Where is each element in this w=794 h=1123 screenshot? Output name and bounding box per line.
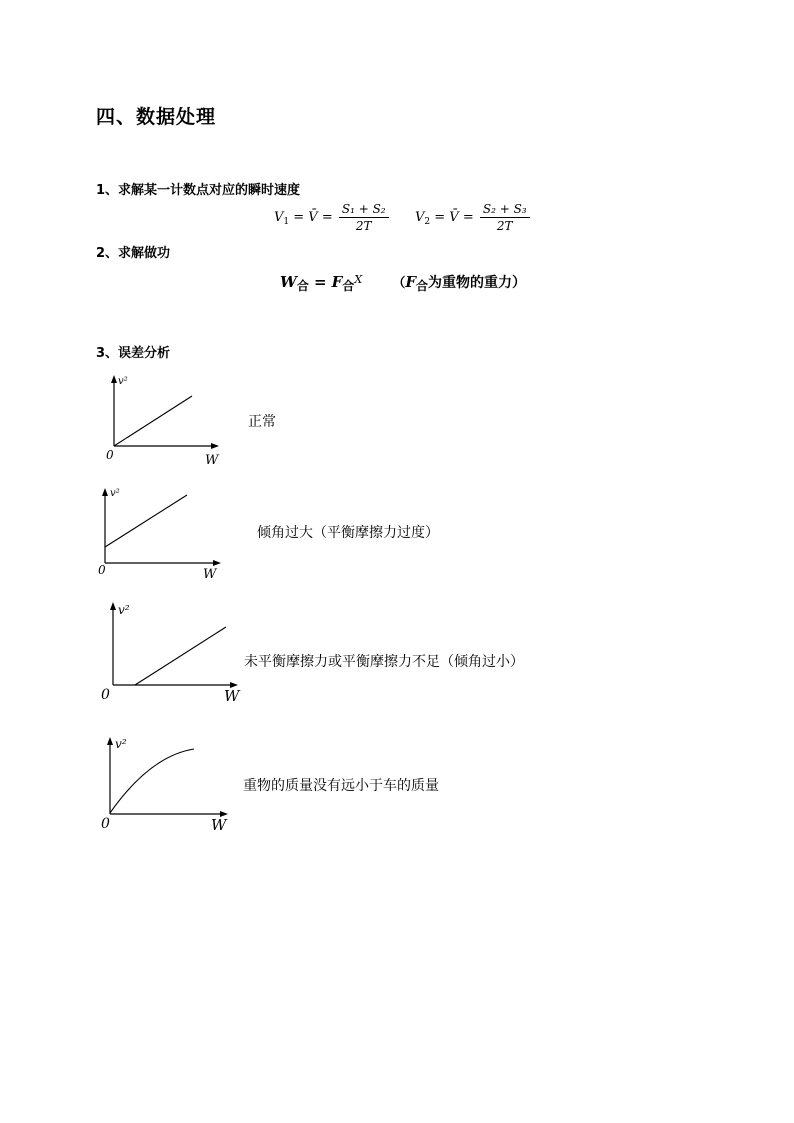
y-axis-arrow-icon (107, 737, 113, 745)
v2-equation: $V_2$ = V̄ = $\frac{\text{S₂ + S₃}}{2T}$ (415, 202, 532, 233)
origin-label: 0 (98, 563, 106, 577)
origin-label: 0 (101, 816, 110, 832)
x-label: W (203, 567, 217, 582)
origin-label: 0 (101, 687, 110, 703)
y-label: v² (118, 376, 128, 387)
section3-title: 3、误差分析 (96, 346, 171, 361)
graph-over-tilted (92, 484, 232, 582)
y-axis-arrow-icon (111, 375, 117, 383)
x-label: W (211, 816, 227, 834)
v1-numerator: S₁ + S₂ (339, 202, 389, 218)
f-he-subscript: 合 (342, 279, 355, 293)
note-text: 为重物的重力） (428, 275, 527, 291)
x-symbol: X (354, 273, 363, 286)
caption-under-tilted: 未平衡摩擦力或平衡摩擦力不足（倾角过小） (244, 654, 524, 670)
v2-denominator: 2T (496, 219, 513, 233)
caption-heavy-mass: 重物的质量没有远小于车的质量 (243, 778, 439, 794)
note-f-symbol: F (405, 273, 417, 291)
x-label: W (224, 687, 240, 705)
v1-subscript: 1 (283, 217, 290, 227)
x-label: W (205, 453, 219, 468)
v-bar-symbol-2: V̄ (449, 210, 459, 225)
v-bar-symbol: V̄ (308, 210, 318, 225)
v2-symbol: V (415, 210, 425, 225)
section2-title: 2、求解做功 (96, 246, 171, 261)
v1-denominator: 2T (355, 219, 372, 233)
y-label: v² (110, 488, 120, 499)
origin-label: 0 (106, 448, 114, 462)
x-axis-arrow-icon (213, 560, 221, 566)
section-heading: 四、数据处理 (96, 106, 217, 128)
graph-under-tilted (98, 598, 248, 708)
f-symbol: F (331, 273, 343, 291)
caption-normal: 正常 (248, 414, 276, 430)
note-he-subscript: 合 (416, 279, 429, 293)
v1-fraction (339, 202, 389, 233)
y-axis-arrow-icon (110, 602, 116, 610)
equals-sign: = (313, 273, 327, 291)
v2-subscript: 2 (424, 217, 431, 227)
x-axis-arrow-icon (211, 443, 219, 449)
graph-heavy-mass (98, 734, 238, 840)
note-open-paren: （ (392, 276, 406, 291)
v2-fraction (480, 202, 530, 233)
graph-line (114, 396, 192, 446)
graph-line (135, 627, 226, 685)
y-label: v² (118, 603, 130, 617)
v1-symbol: V (274, 210, 284, 225)
caption-over-tilted: 倾角过大（平衡摩擦力过度） (257, 525, 439, 541)
graph-curve (110, 749, 194, 813)
y-label: v² (115, 737, 127, 751)
work-equation (280, 272, 526, 294)
section1-title: 1、求解某一计数点对应的瞬时速度 (96, 183, 301, 198)
y-axis-arrow-icon (102, 488, 108, 496)
v2-numerator: S₂ + S₃ (480, 202, 530, 218)
v1-equation: $V_1$ = V̄ = $\frac{\text{S₁ + S₂}}{2T}$ (274, 202, 391, 233)
graph-line (105, 495, 187, 547)
graph-normal (98, 372, 228, 468)
w-symbol: W (280, 273, 297, 291)
w-he-subscript: 合 (296, 279, 309, 293)
